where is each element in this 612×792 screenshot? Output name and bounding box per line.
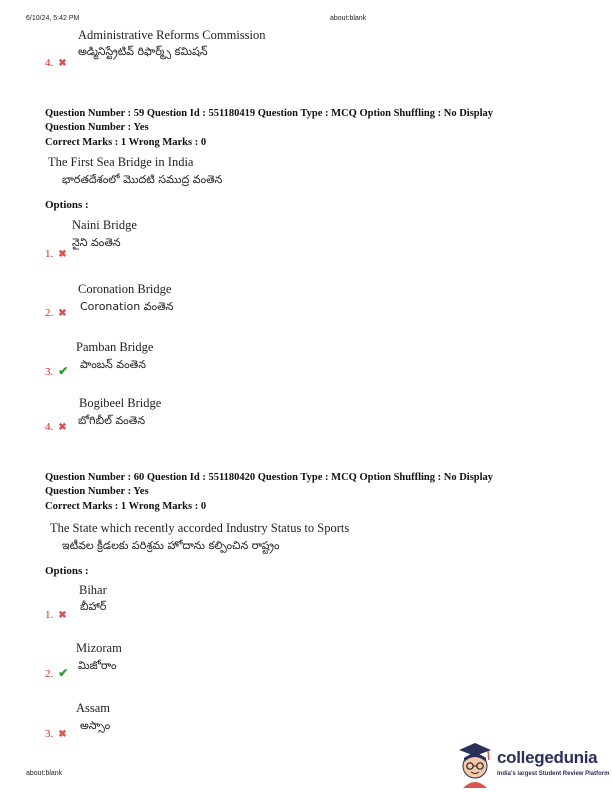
q59-option-1-telugu: నైని వంతెన <box>72 236 121 249</box>
wrong-icon: ✖ <box>58 57 67 69</box>
wrong-icon: ✖ <box>58 248 67 260</box>
q60-option-1-number: 1. ✖ <box>45 609 67 621</box>
q59-text-telugu: భారతదేశంలో మొదటి సముద్ర వంతెన <box>62 173 223 186</box>
q60-option-3-number: 3. ✖ <box>45 728 67 740</box>
q60-option-3-telugu: అస్సాం <box>80 719 111 732</box>
q59-text-english: The First Sea Bridge in India <box>48 155 194 169</box>
print-datetime: 6/10/24, 5:42 PM <box>26 15 80 22</box>
logo-name: collegedunia <box>497 748 598 767</box>
wrong-icon: ✖ <box>58 307 67 319</box>
q59-marks: Correct Marks : 1 Wrong Marks : 0 <box>45 137 207 148</box>
q60-option-1-english: Bihar <box>79 583 107 597</box>
prev-option-number: 4. ✖ <box>45 57 67 69</box>
logo-tagline: India's largest Student Review Platform <box>497 771 610 777</box>
q60-text-telugu: ఇటీవల క్రీడలకు పరిశ్రమ హోదాను కల్పించిన రాష్ట్రం <box>62 539 280 552</box>
q60-option-2-number: 2. ✔ <box>45 666 69 680</box>
q60-option-1-telugu: బీహార్ <box>80 600 107 613</box>
q60-option-2-telugu: మిజోరాం <box>78 659 117 672</box>
q60-option-2-english: Mizoram <box>76 641 122 655</box>
q60-text-english: The State which recently accorded Industry Status to Sports <box>50 521 350 535</box>
q59-option-1-number: 1. ✖ <box>45 248 67 260</box>
check-icon: ✔ <box>58 666 69 680</box>
prev-option-english: Administrative Reforms Commission <box>78 28 266 42</box>
q59-option-4-telugu: బోగిబీల్ వంతెన <box>78 414 146 427</box>
q59-option-3-number: 3. ✔ <box>45 364 69 378</box>
q60-options-label: Options : <box>45 565 89 577</box>
q59-meta: Question Number : 59 Question Id : 551180419 Question Type : MCQ Option Shuffling : No Display <box>45 108 494 119</box>
q59-option-4-number: 4. ✖ <box>45 421 67 433</box>
print-url: about:blank <box>330 15 367 22</box>
wrong-icon: ✖ <box>58 421 67 433</box>
logo-mascot-icon <box>455 740 495 788</box>
q59-option-3-telugu: పాంబన్ వంతెన <box>80 358 146 371</box>
q60-option-3-english: Assam <box>76 701 111 715</box>
q59-option-4-english: Bogibeel Bridge <box>79 396 162 410</box>
q59-option-2-english: Coronation Bridge <box>78 282 172 296</box>
prev-option-telugu: అడ్మినిస్ట్రేటివ్ రిఫార్మ్స్ కమిషన్ <box>78 45 208 58</box>
footer-url: about:blank <box>26 770 63 777</box>
q59-option-3-english: Pamban Bridge <box>76 340 154 354</box>
q60-meta-line2: Question Number : Yes <box>45 486 149 497</box>
wrong-icon: ✖ <box>58 609 67 621</box>
q60-meta: Question Number : 60 Question Id : 551180420 Question Type : MCQ Option Shuffling : No Display <box>45 472 494 483</box>
q59-meta-line2: Question Number : Yes <box>45 122 149 133</box>
q59-option-2-number: 2. ✖ <box>45 307 67 319</box>
wrong-icon: ✖ <box>58 728 67 740</box>
q59-options-label: Options : <box>45 199 89 211</box>
collegedunia-logo <box>455 740 610 788</box>
q59-option-1-english: Naini Bridge <box>72 218 137 232</box>
q59-option-2-telugu: Coronation వంతెన <box>80 300 174 313</box>
q60-marks: Correct Marks : 1 Wrong Marks : 0 <box>45 501 207 512</box>
check-icon: ✔ <box>58 364 69 378</box>
